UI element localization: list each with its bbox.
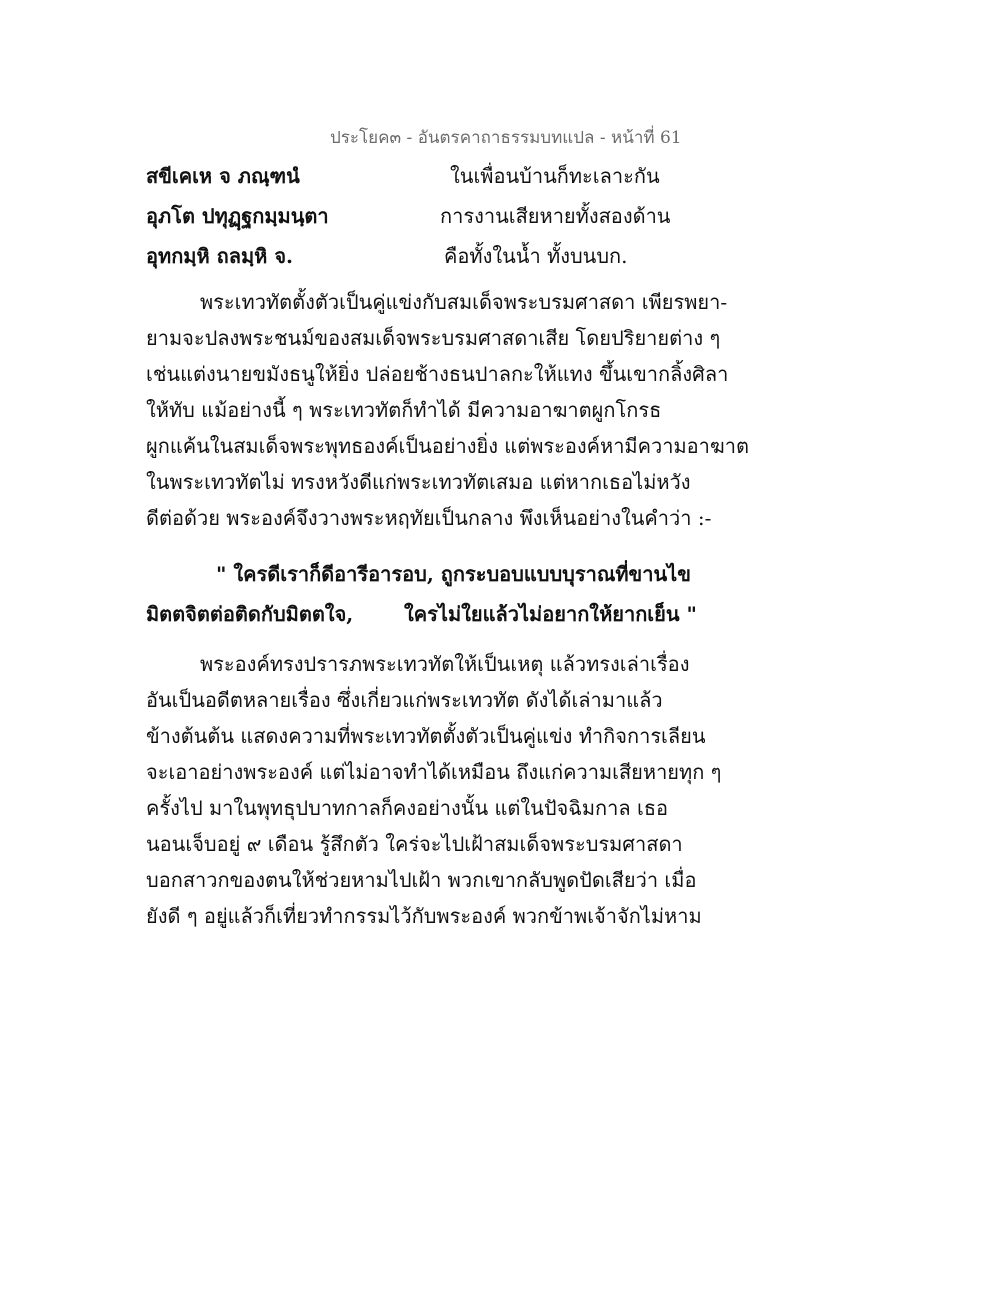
quote-line-2-right: ใครไม่ใยแล้วไม่อยากให้ยากเย็น " <box>404 602 697 626</box>
thai-translation: คือทั้งในน้ำ ทั้งบนบก. <box>444 244 628 268</box>
paragraph-line: บอกสาวกของตนให้ช่วยหามไปเฝ้า พวกเขากลับพูดปัดเสียว่า เมื่อ <box>146 868 697 892</box>
pali-text: อุทกมฺหิ ถลมฺหิ จ. <box>146 244 294 268</box>
pali-text: อุภโต ปทุฏฺฐกมฺมนฺตา <box>146 204 329 228</box>
paragraph-line: ในพระเทวทัตไม่ ทรงหวังดีแก่พระเทวทัตเสมอ แต่หากเธอไม่หวัง <box>146 470 691 494</box>
verse-row <box>146 200 866 234</box>
quote-line-1: " ใครดีเราก็ดีอารีอารอบ, ถูกระบอบแบบบุราณที่ขานไข <box>216 562 691 586</box>
quote-line-2-left: มิตตจิตต่อติดกับมิตตใจ, <box>146 602 354 626</box>
verse-row <box>146 160 866 194</box>
paragraph-line: นอนเจ็บอยู่ ๙ เดือน รู้สึกตัว ใคร่จะไปเฝ้าสมเด็จพระบรมศาสดา <box>146 832 683 856</box>
paragraph-line: ให้ทับ แม้อย่างนี้ ๆ พระเทวทัตก็ทำได้ มีความอาฆาตผูกโกรธ <box>146 398 662 422</box>
paragraph-line: ยามจะปลงพระชนม์ของสมเด็จพระบรมศาสดาเสีย โดยปริยายต่าง ๆ <box>146 326 721 350</box>
paragraph-line: ดีต่อด้วย พระองค์จึงวางพระหฤทัยเป็นกลาง พึงเห็นอย่างในคำว่า :- <box>146 506 712 530</box>
paragraph-line: พระองค์ทรงปรารภพระเทวทัตให้เป็นเหตุ แล้วทรงเล่าเรื่อง <box>200 652 690 676</box>
page-header: ประโยค๓ - อันตรคาถาธรรมบทแปล - หน้าที่ 61 <box>330 128 682 148</box>
paragraph-line: อันเป็นอดีตหลายเรื่อง ซึ่งเกี่ยวแก่พระเทวทัต ดังได้เล่ามาแล้ว <box>146 688 663 712</box>
pali-text: สขีเคเห จ ภณฺฑนํ <box>146 164 300 188</box>
paragraph-line: จะเอาอย่างพระองค์ แต่ไม่อาจทำได้เหมือน ถึงแก่ความเสียหายทุก ๆ <box>146 760 722 784</box>
paragraph-line: ครั้งไป มาในพุทธุปบาทกาลก็คงอย่างนั้น แต่ในปัจฉิมกาล เธอ <box>146 796 669 820</box>
paragraph-line: ผูกแค้นในสมเด็จพระพุทธองค์เป็นอย่างยิ่ง แต่พระองค์หามีความอาฆาต <box>146 434 749 458</box>
paragraph-line: ยังดี ๆ อยู่แล้วก็เที่ยวทำกรรมไว้กับพระองค์ พวกข้าพเจ้าจักไม่หาม <box>146 904 702 928</box>
verse-row <box>146 240 866 274</box>
paragraph-line: พระเทวทัตตั้งตัวเป็นคู่แข่งกับสมเด็จพระบรมศาสดา เพียรพยา- <box>200 290 728 314</box>
paragraph-line: เช่นแต่งนายขมังธนูให้ยิ่ง ปล่อยช้างธนปาลกะให้แทง ขึ้นเขากลิ้งศิลา <box>146 362 729 386</box>
thai-translation: การงานเสียหายทั้งสองด้าน <box>440 204 671 228</box>
paragraph-line: ข้างต้นต้น แสดงความที่พระเทวทัตตั้งตัวเป็นคู่แข่ง ทำกิจการเลียน <box>146 724 706 748</box>
thai-translation: ในเพื่อนบ้านก็ทะเลาะกัน <box>450 164 660 188</box>
